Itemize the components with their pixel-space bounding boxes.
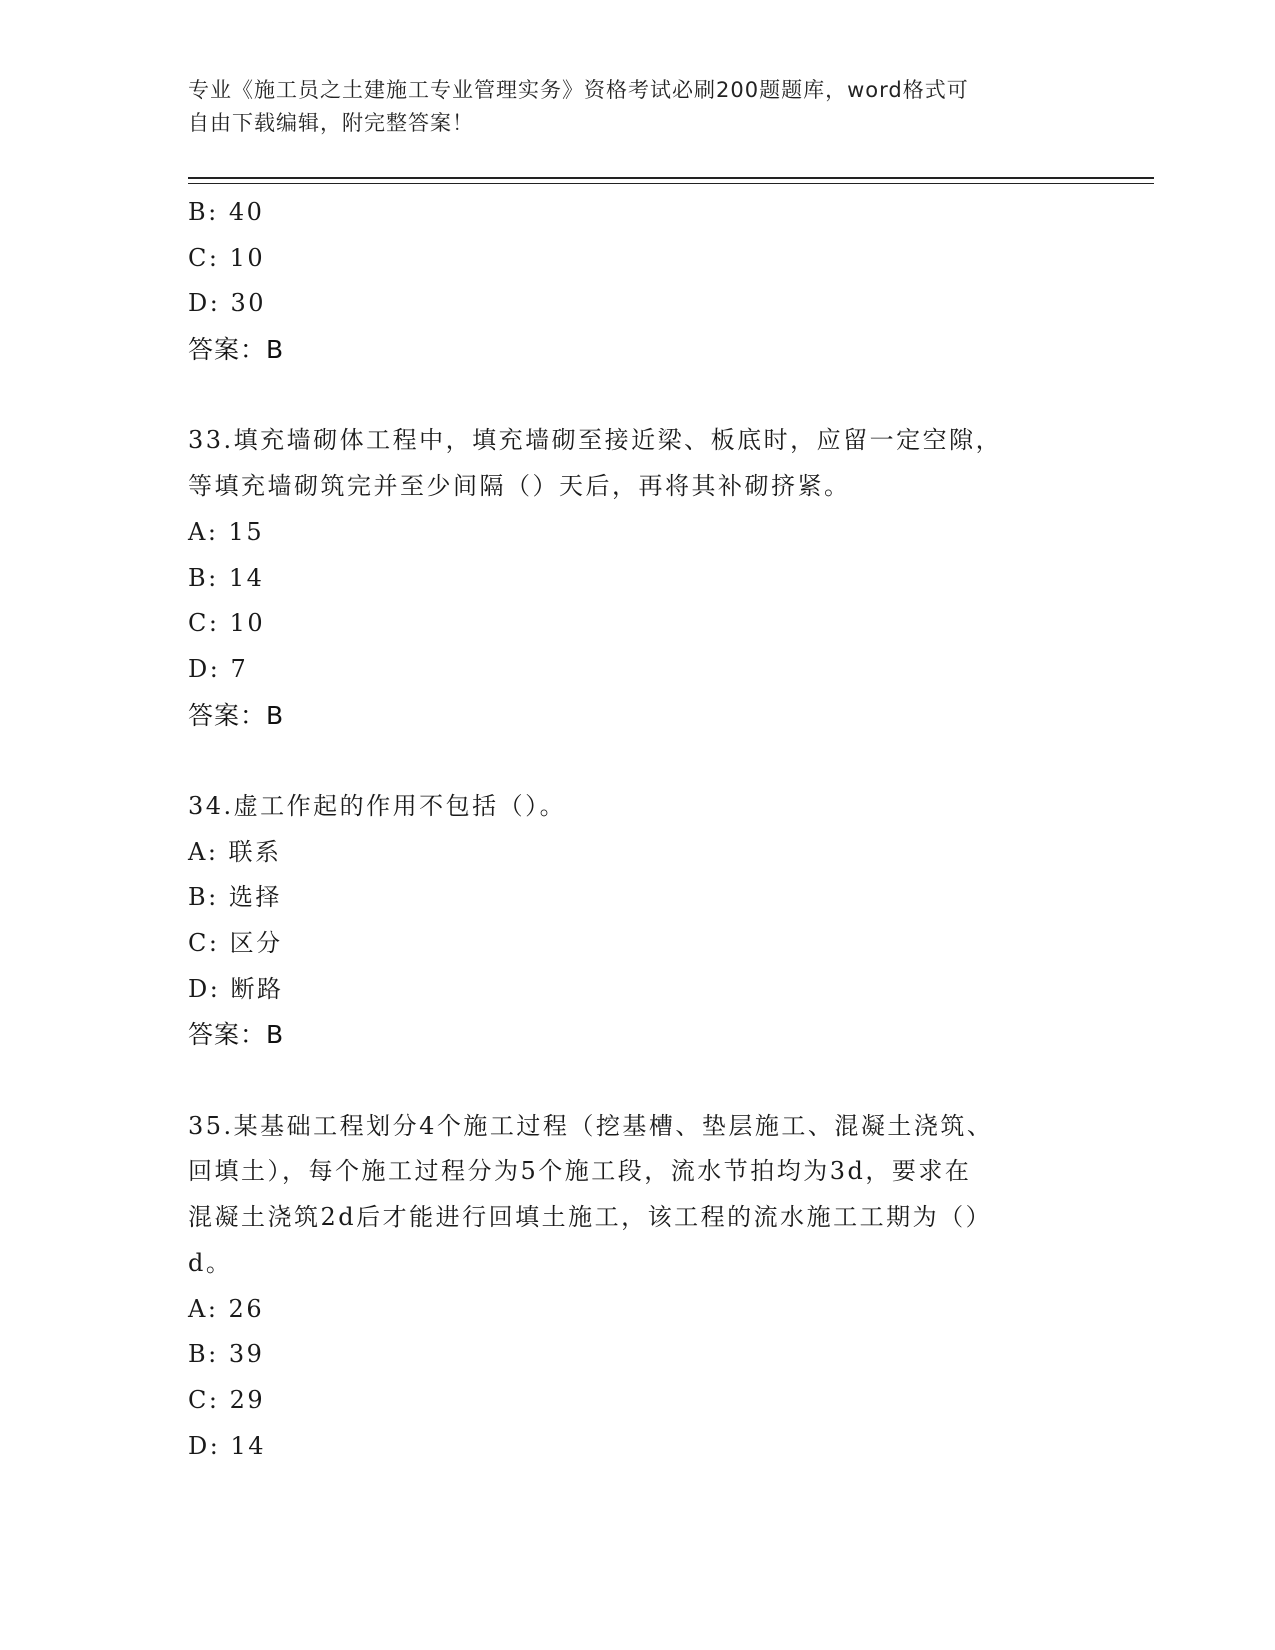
option-b: B: 39: [188, 1340, 265, 1369]
question-text-line: 33.填充墙砌体工程中，填充墙砌至接近梁、板底时，应留一定空隙，: [188, 426, 1003, 455]
option-c: C: 区分: [188, 929, 283, 957]
question-33: [188, 418, 1088, 738]
question-text-line: 35.某基础工程划分4个施工过程（挖基槽、垫层施工、混凝土浇筑、: [188, 1111, 994, 1140]
header-rule-thick: [188, 177, 1154, 179]
question-text-line: 34.虚工作起的作用不包括（）。: [188, 791, 567, 820]
spacer: [188, 1058, 1088, 1104]
answer-label: 答案：B: [188, 1020, 285, 1050]
header-rule-thin: [188, 183, 1154, 184]
header-line-1: 专业《施工员之土建施工专业管理实务》资格考试必刷200题题库，word格式可: [188, 78, 969, 102]
option-d: D: 7: [188, 654, 249, 683]
option-d: D: 断路: [188, 974, 284, 1003]
question-text-line: 回填土），每个施工过程分为5个施工段，流水节拍均为3d，要求在: [188, 1157, 972, 1186]
document-header: [188, 74, 1058, 140]
option-d: D: 14: [188, 1431, 266, 1460]
option-a: A: 26: [188, 1294, 265, 1323]
option-a: A: 联系: [188, 837, 282, 866]
option-b: B: 选择: [188, 883, 282, 912]
question-text-line: 混凝土浇筑2d后才能进行回填土施工，该工程的流水施工工期为（）: [188, 1203, 993, 1232]
option-d: D: 30: [188, 289, 266, 318]
spacer: [188, 373, 1088, 419]
spacer: [188, 738, 1088, 784]
option-c: C: 29: [188, 1385, 266, 1414]
option-b: B: 40: [188, 198, 265, 226]
question-35: [188, 1104, 1088, 1470]
question-text-line: 等填充墙砌筑完并至少间隔（）天后，再将其补砌挤紧。: [188, 472, 851, 501]
question-text-line: d。: [188, 1248, 233, 1277]
question-content: [188, 190, 1088, 1469]
answer-label: 答案：B: [188, 700, 285, 730]
option-a: A: 15: [188, 517, 265, 546]
question-34: [188, 784, 1088, 1058]
header-line-2: 自由下载编辑，附完整答案！: [188, 111, 474, 135]
prev-question: [188, 190, 1088, 373]
answer-label: 答案：B: [188, 335, 285, 365]
option-c: C: 10: [188, 609, 266, 638]
option-c: C: 10: [188, 243, 266, 272]
option-b: B: 14: [188, 563, 265, 592]
